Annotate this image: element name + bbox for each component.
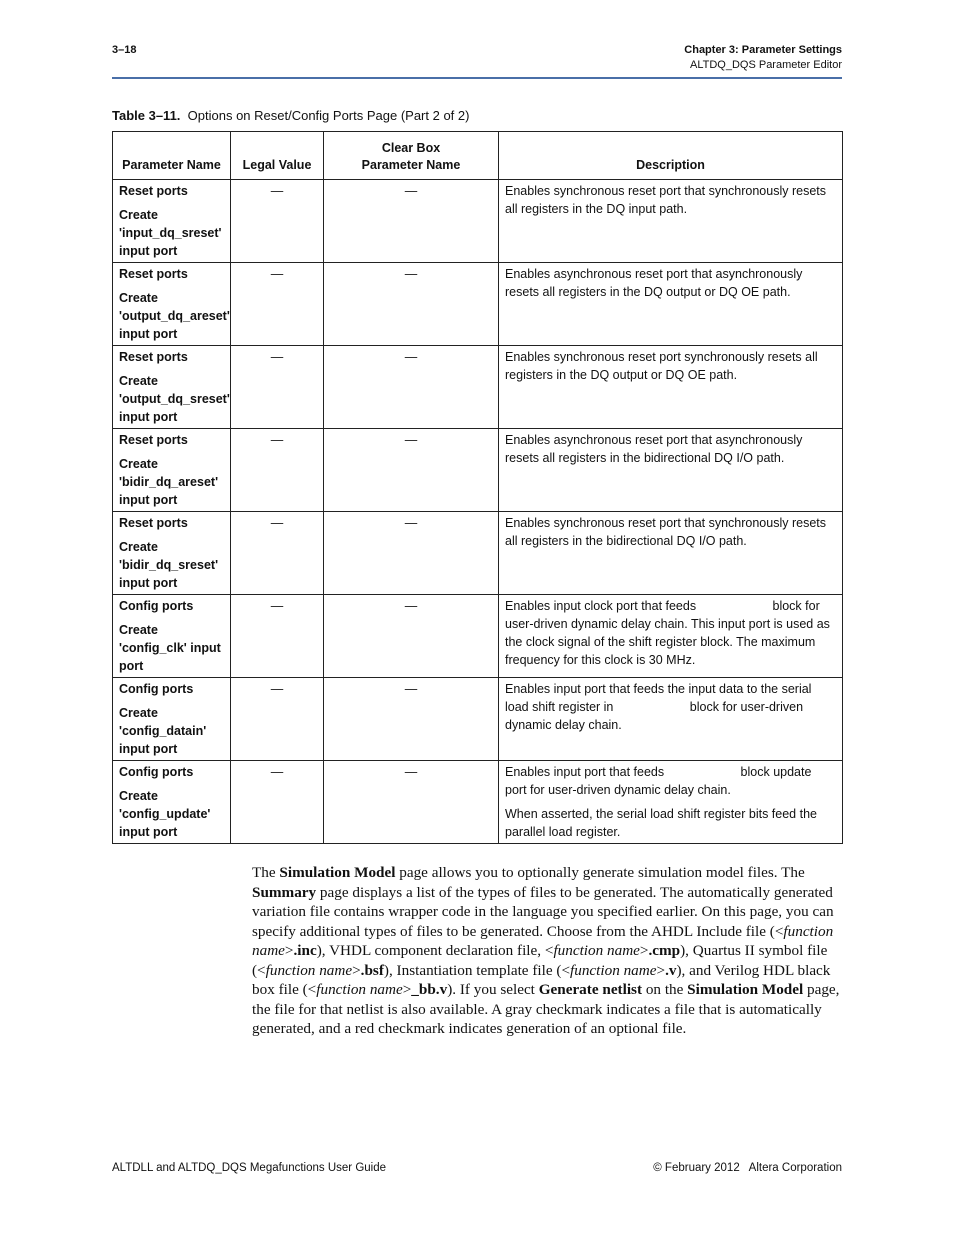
table-row (113, 761, 843, 844)
param-group: Reset ports (119, 516, 188, 530)
clearbox-cell: — (324, 678, 499, 761)
body-paragraph: The Simulation Model page allows you to optionally generate simulation model files. The Summary page displays a list of the types of files to be generated. The automatically generated variation file contains wrapper code in the language you specified earlier. On this page, you can specify additional types of files to be generated. Choose from the AHDL Include file (<function name>.inc), VHDL component declaration file, <function name>.cmp), Quartus II symbol file (<function name>.bsf), Instantiation template file (<function name>.v), and Verilog HDL black box file (<function name>_bb.v). If you select Generate netlist on the Simulation Model page, the file for that netlist is also available. A gray checkmark indicates a file that is automatically generated, and a red checkmark indicates generation of an optional file. (252, 864, 840, 1037)
description-cell (499, 678, 843, 761)
param-option: Create 'config_update' input port (119, 789, 211, 839)
param-group: Config ports (119, 682, 194, 696)
description-text: Enables synchronous reset port synchronously resets all registers in the DQ output or DQ OE path. (505, 350, 818, 382)
description-text: Enables synchronous reset port that synchronously resets all registers in the DQ input path. (505, 184, 827, 216)
param-group: Reset ports (119, 350, 188, 364)
chapter-title: Chapter 3: Parameter Settings (684, 44, 842, 56)
clearbox-cell: — (324, 429, 499, 512)
description-cell (499, 512, 843, 595)
options-table (112, 131, 843, 844)
param-option: Create 'config_clk' input port (119, 623, 221, 673)
footer-doc-title: ALTDLL and ALTDQ_DQS Megafunctions User Guide (112, 1162, 387, 1174)
param-cell (113, 429, 231, 512)
param-option: Create 'output_dq_sreset' input port (119, 374, 230, 424)
section-title: ALTDQ_DQS Parameter Editor (689, 59, 842, 71)
legal-value-cell: — (231, 180, 324, 263)
table-row (113, 180, 843, 263)
legal-value-cell: — (231, 595, 324, 678)
param-option: Create 'output_dq_areset' input port (119, 291, 230, 341)
running-header (684, 43, 842, 73)
col-header-legal-value: Legal Value (231, 132, 324, 180)
table-title: Options on Reset/Config Ports Page (Part 2 of 2) (187, 108, 470, 123)
legal-value-cell: — (231, 429, 324, 512)
param-option: Create 'bidir_dq_areset' input port (119, 457, 219, 507)
description-cell (499, 180, 843, 263)
description-text: Enables input port that feeds the input data to the serial load shift register in block for user-driven dynamic delay chain. (505, 682, 815, 732)
clearbox-cell: — (324, 180, 499, 263)
param-option: Create 'config_datain' input port (119, 706, 207, 756)
description-cell (499, 595, 843, 678)
param-cell (113, 761, 231, 844)
param-group: Config ports (119, 765, 194, 779)
param-cell (113, 595, 231, 678)
header-rule (112, 77, 842, 79)
legal-value-cell: — (231, 263, 324, 346)
table-row (113, 263, 843, 346)
param-cell (113, 678, 231, 761)
param-group: Config ports (119, 599, 194, 613)
clearbox-cell: — (324, 761, 499, 844)
description-text: Enables asynchronous reset port that asynchronously resets all registers in the DQ output or DQ OE path. (505, 267, 803, 299)
table-label: Table 3–11. (112, 108, 181, 123)
param-group: Reset ports (119, 433, 188, 447)
description-cell (499, 346, 843, 429)
description-text: Enables input clock port that feeds block for user-driven dynamic delay chain. This input port is used as the clock signal of the shift register block. The maximum frequency for this clock is 30 MHz. (505, 599, 834, 667)
col-header-clear-box: Clear Box Parameter Name (324, 132, 499, 180)
table-header-row (113, 132, 843, 180)
col-header-parameter-name: Parameter Name (113, 132, 231, 180)
description-text: Enables input port that feeds block update port for user-driven dynamic delay chain. (505, 765, 815, 797)
param-option: Create 'input_dq_sreset' input port (119, 208, 222, 258)
param-group: Reset ports (119, 267, 188, 281)
page-number: 3–18 (112, 44, 137, 56)
param-cell (113, 346, 231, 429)
param-group: Reset ports (119, 184, 188, 198)
table-caption (112, 108, 469, 123)
clearbox-cell: — (324, 346, 499, 429)
description-text: When asserted, the serial load shift register bits feed the parallel load register. (505, 807, 817, 839)
description-text: Enables synchronous reset port that synchronously resets all registers in the bidirectional DQ I/O path. (505, 516, 827, 548)
legal-value-cell: — (231, 346, 324, 429)
clearbox-cell: — (324, 512, 499, 595)
legal-value-cell: — (231, 761, 324, 844)
col-header-description: Description (499, 132, 843, 180)
clearbox-cell: — (324, 595, 499, 678)
footer-copyright: © February 2012 Altera Corporation (653, 1162, 842, 1174)
param-option: Create 'bidir_dq_sreset' input port (119, 540, 219, 590)
legal-value-cell: — (231, 512, 324, 595)
table-row (113, 512, 843, 595)
table-row (113, 678, 843, 761)
table-row (113, 346, 843, 429)
description-text: Enables asynchronous reset port that asynchronously resets all registers in the bidirectional DQ I/O path. (505, 433, 803, 465)
description-cell (499, 429, 843, 512)
table-row (113, 429, 843, 512)
legal-value-cell: — (231, 678, 324, 761)
param-cell (113, 263, 231, 346)
description-cell (499, 263, 843, 346)
param-cell (113, 512, 231, 595)
param-cell (113, 180, 231, 263)
clearbox-cell: — (324, 263, 499, 346)
description-cell (499, 761, 843, 844)
table-row (113, 595, 843, 678)
